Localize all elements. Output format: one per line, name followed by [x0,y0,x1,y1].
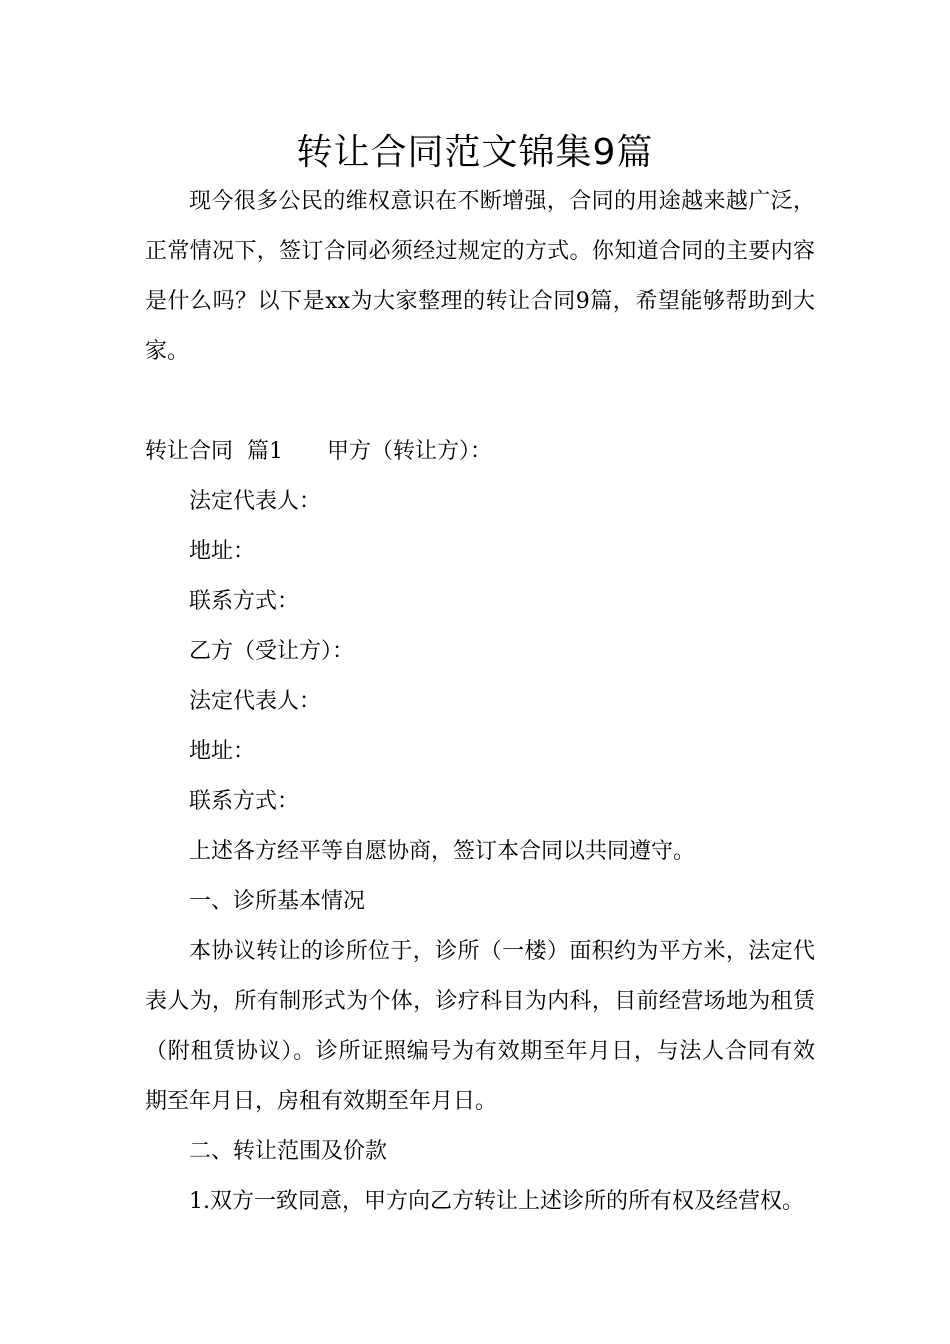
contact-b: 联系方式： [189,789,300,814]
party-a-label: 甲方（转让方）： [326,439,492,464]
legal-rep-a: 法定代表人： [189,489,322,514]
address-b: 地址： [189,739,256,764]
address-a: 地址： [189,539,256,564]
clinic-info-paragraph: 本协议转让的诊所位于，诊所（一楼）面积约为平方米，法定代表人为，所有制形式为个体，诊疗科目为内科，目前经营场地为租赁（附租赁协议）。诊所证照编号为有效期至年月日，与法人合同有效期至年月日，房租有效期至年月日。 [145,939,815,1114]
section-1-label: 转让合同 篇1 [145,439,283,464]
blank-line [145,377,815,427]
section-heading-clinic-info: 一、诊所基本情况 [189,889,366,914]
party-b-label: 乙方（受让方）： [189,639,355,664]
legal-rep-b: 法定代表人： [189,689,322,714]
section-heading-scope-price: 二、转让范围及价款 [189,1139,388,1164]
document-body [145,177,815,1227]
clause-1: 1.双方一致同意，甲方向乙方转让上述诊所的所有权及经营权。 [189,1189,804,1214]
agreement-statement: 上述各方经平等自愿协商，签订本合同以共同遵守。 [189,839,696,864]
section-1-heading [145,427,815,477]
contact-a: 联系方式： [189,589,300,614]
intro-paragraph: 现今很多公民的维权意识在不断增强，合同的用途越来越广泛，正常情况下，签订合同必须经过规定的方式。你知道合同的主要内容是什么吗？以下是xx为大家整理的转让合同9篇，希望能够帮助到大家。 [145,189,815,364]
document-title: 转让合同范文锦集9篇 [296,132,654,173]
